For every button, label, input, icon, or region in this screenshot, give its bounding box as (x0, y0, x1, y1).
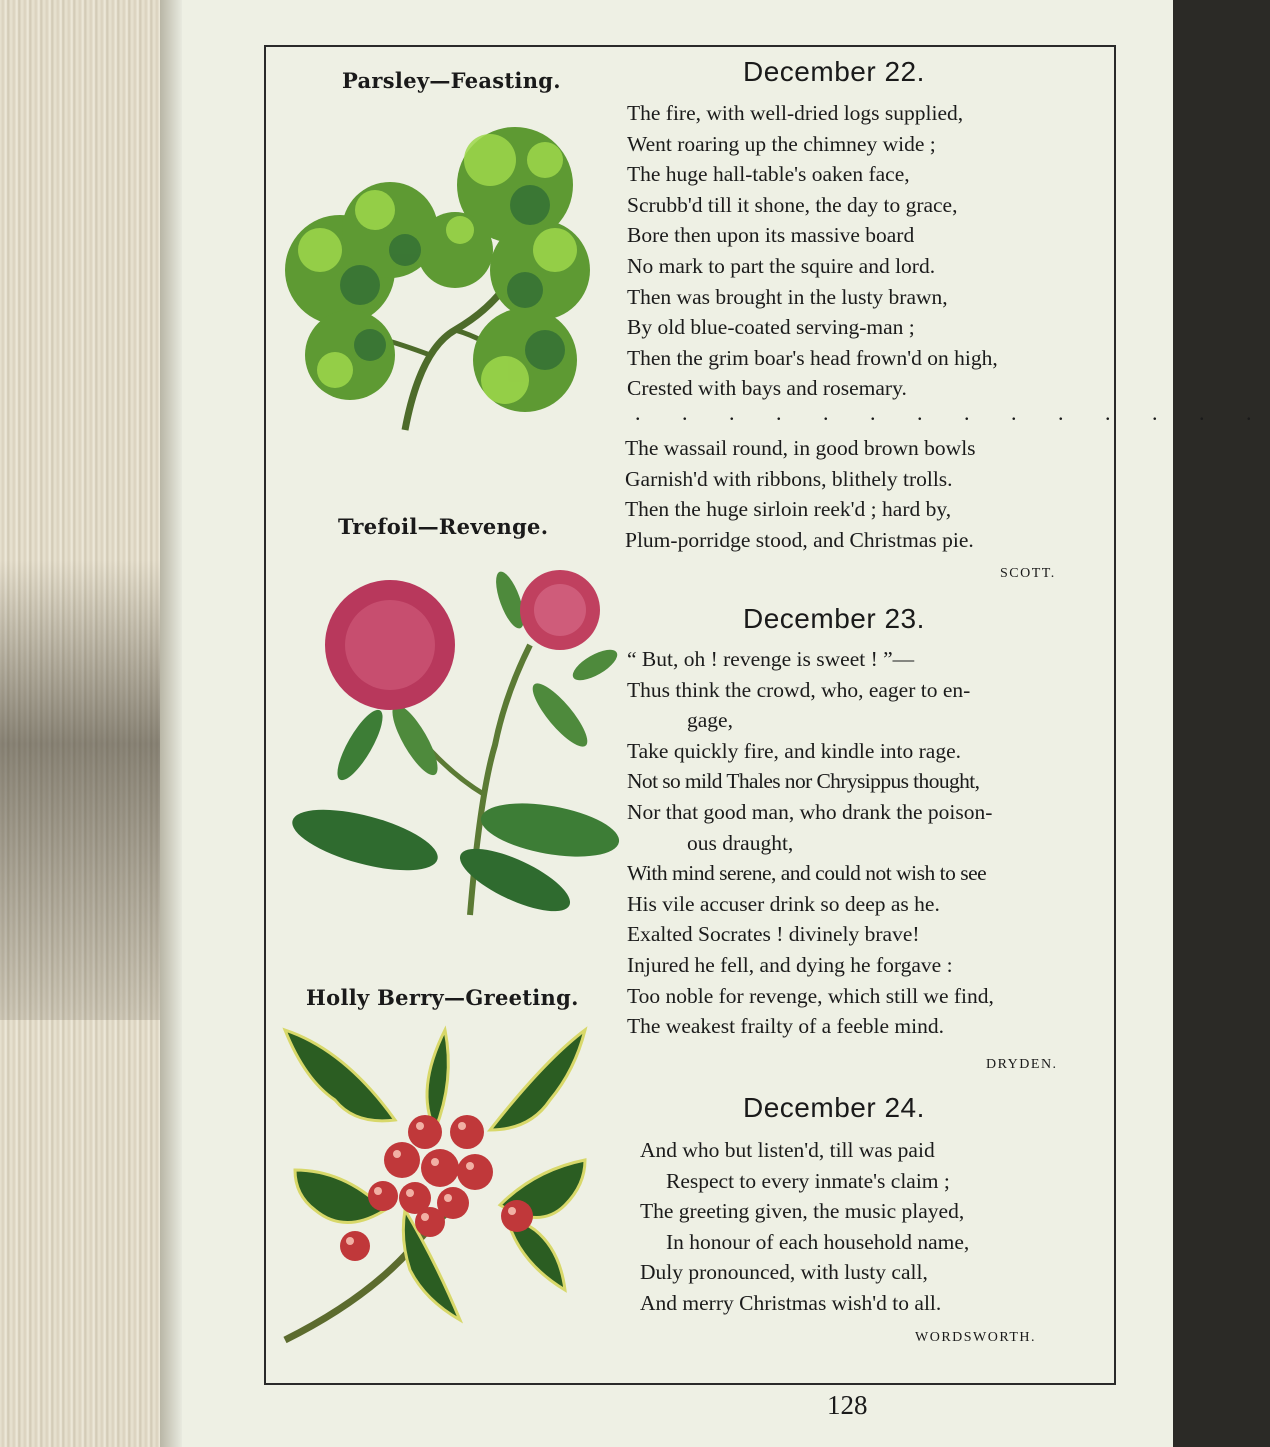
poem-line: Take quickly fire, and kindle into rage. (627, 738, 962, 763)
poem-december-24 (640, 1135, 969, 1319)
poem-line: Then was brought in the lusty brawn, (627, 284, 948, 309)
caption-parsley: Parsley—Feasting. (342, 68, 561, 93)
poem-line: With mind serene, and could not wish to see (627, 861, 987, 886)
caption-trefoil: Trefoil—Revenge. (338, 514, 549, 539)
poem-line: Scrubb'd till it shone, the day to grace, (627, 192, 958, 217)
poem-line: In honour of each household name, (666, 1229, 970, 1254)
holly-illustration (275, 1020, 610, 1355)
poem-line: Thus think the crowd, who, eager to en- (627, 677, 971, 702)
poem-line: The greeting given, the music played, (640, 1199, 965, 1224)
poem-line: Garnish'd with ribbons, blithely trolls. (625, 466, 953, 491)
poem-line: And who but listen'd, till was paid (640, 1138, 935, 1162)
poem-line: Plum-porridge stood, and Christmas pie. (625, 527, 974, 552)
stanza-separator: . . . . . . . . . . . . . . (635, 400, 1270, 425)
author-scott: SCOTT. (1000, 566, 1056, 581)
poem-line: “ But, oh ! revenge is sweet ! ”— (627, 647, 915, 671)
book-page (160, 0, 1270, 1447)
poem-line: Bore then upon its massive board (627, 223, 915, 248)
poem-line: The weakest frailty of a feeble mind. (627, 1014, 944, 1039)
trefoil-illustration (305, 555, 615, 925)
book-page-edges (0, 0, 165, 1447)
poem-line: Respect to every inmate's claim ; (666, 1168, 950, 1193)
poem-line: Then the grim boar's head frown'd on high, (627, 345, 998, 370)
author-dryden: DRYDEN. (986, 1057, 1058, 1072)
poem-line: His vile accuser drink so deep as he. (627, 891, 940, 916)
parsley-illustration (280, 100, 620, 440)
poem-december-22-part2 (625, 433, 976, 555)
poem-line: ous draught, (687, 830, 794, 855)
heading-december-23: December 23. (743, 603, 925, 634)
poem-december-23 (627, 644, 994, 1042)
poem-line: Went roaring up the chimney wide ; (627, 131, 936, 156)
poem-line: Not so mild Thales nor Chrysippus thought, (627, 769, 980, 794)
heading-december-24: December 24. (743, 1092, 925, 1123)
poem-line: Duly pronounced, with lusty call, (640, 1260, 928, 1285)
poem-line: gage, (687, 708, 733, 733)
author-wordsworth: WORDSWORTH. (915, 1330, 1037, 1345)
poem-line: By old blue-coated serving-man ; (627, 315, 915, 340)
heading-december-22: December 22. (743, 56, 925, 87)
poem-line: Too noble for revenge, which still we find, (627, 983, 994, 1008)
caption-holly: Holly Berry—Greeting. (306, 985, 579, 1010)
poem-line: Injured he fell, and dying he forgave : (627, 952, 953, 977)
poem-line: The wassail round, in good brown bowls (625, 436, 976, 460)
poem-line: Then the huge sirloin reek'd ; hard by, (625, 497, 952, 522)
poem-line: And merry Christmas wish'd to all. (640, 1290, 942, 1315)
poem-line: The fire, with well-dried logs supplied, (627, 101, 964, 125)
poem-december-22 (627, 98, 998, 404)
poem-line: The huge hall-table's oaken face, (627, 162, 910, 187)
page-number: 128 (827, 1390, 868, 1420)
poem-line: No mark to part the squire and lord. (627, 253, 936, 278)
poem-line: Crested with bays and rosemary. (627, 376, 907, 401)
poem-line: Exalted Socrates ! divinely brave! (627, 922, 920, 947)
poem-line: Nor that good man, who drank the poison- (627, 799, 993, 824)
